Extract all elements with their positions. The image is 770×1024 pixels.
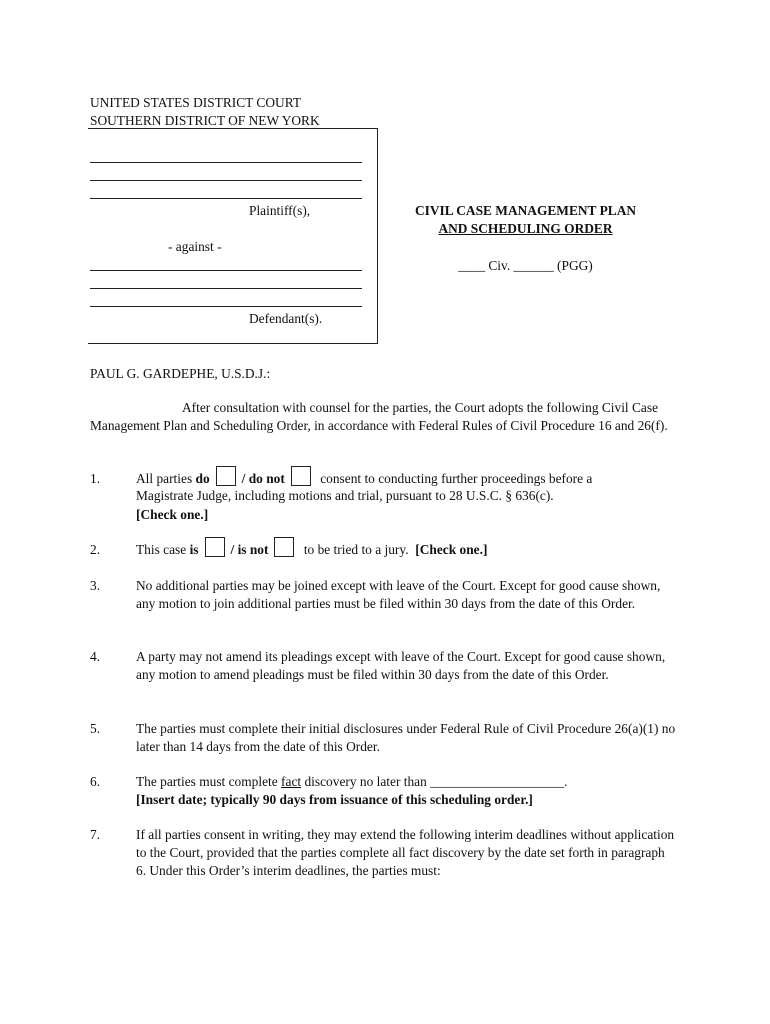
item-number: 4. [90, 649, 101, 664]
defendant-label: Defendant(s). [249, 311, 323, 326]
item-2-pre: This case [136, 542, 187, 557]
item-6-instruction: [Insert date; typically 90 days from issuance of this scheduling order.] [136, 792, 533, 807]
item-5-text: The parties must complete their initial disclosures under Federal Rule of Civil Procedure 26(a)(1) no later than 14 days from the date of this Order. [136, 721, 676, 754]
option-do-label: do [195, 471, 210, 486]
item-1-post: consent to conducting further proceedings before a [320, 471, 593, 486]
item-number: 7. [90, 827, 101, 842]
against-label: - against - [168, 239, 222, 254]
item-1 [136, 466, 676, 489]
item-2-post: to be tried to a jury. [303, 542, 409, 557]
item-2 [136, 537, 676, 560]
caption-box [88, 128, 378, 344]
is-jury-checkbox[interactable] [205, 537, 225, 557]
is-not-jury-checkbox[interactable] [274, 537, 294, 557]
item-number: 1. [90, 471, 101, 486]
item-number: 6. [90, 774, 101, 789]
item-1-line2: Magistrate Judge, including motions and trial, pursuant to 28 U.S.C. § 636(c). [136, 488, 554, 503]
judge-name: PAUL G. GARDEPHE, U.S.D.J.: [90, 366, 271, 381]
defendant-blank-line[interactable] [90, 270, 362, 271]
option-is-label: is [189, 542, 199, 557]
item-6-fact: fact [281, 774, 302, 789]
option-do-not-label: / do not [241, 471, 285, 486]
item-1-instruction: [Check one.] [136, 507, 209, 522]
plaintiff-blank-line[interactable] [90, 180, 362, 181]
document-title: CIVIL CASE MANAGEMENT PLAN [414, 203, 637, 218]
court-district: SOUTHERN DISTRICT OF NEW YORK [90, 113, 320, 128]
document-subtitle: AND SCHEDULING ORDER [438, 221, 613, 236]
option-is-not-label: / is not [230, 542, 269, 557]
item-6-post: discovery no later than ____________________. [304, 774, 568, 789]
case-number: ____ Civ. ______ (PGG) [458, 258, 593, 273]
court-name: UNITED STATES DISTRICT COURT [90, 95, 302, 110]
item-2-instruction: [Check one.] [415, 542, 488, 557]
item-1-pre: All parties [136, 471, 193, 486]
plaintiff-blank-line[interactable] [90, 198, 362, 199]
item-number: 5. [90, 721, 101, 736]
item-4-text: A party may not amend its pleadings except with leave of the Court. Except for good cause shown, any motion to amend pleadings must be filed within 30 days from the date of this Order. [136, 649, 666, 682]
item-number: 2. [90, 542, 101, 557]
item-3-text: No additional parties may be joined except with leave of the Court. Except for good cause shown, any motion to join additional parties must be filed within 30 days from the date of this Order. [136, 578, 661, 611]
plaintiff-blank-line[interactable] [90, 162, 362, 163]
item-7-text: If all parties consent in writing, they may extend the following interim deadlines without application to the Court, provided that the parties complete all fact discovery by the date set forth in paragraph 6. Under this Order’s interim deadlines, the parties must: [136, 827, 675, 878]
intro-paragraph: After consultation with counsel for the parties, the Court adopts the following Civil Case Management Plan and Scheduling Order, in accordance with Federal Rules of Civil Procedure 16 and 26(f). [90, 400, 668, 433]
do-consent-checkbox[interactable] [216, 466, 236, 486]
item-6 [136, 773, 676, 791]
item-number: 3. [90, 578, 101, 593]
defendant-blank-line[interactable] [90, 288, 362, 289]
do-not-consent-checkbox[interactable] [291, 466, 311, 486]
defendant-blank-line[interactable] [90, 306, 362, 307]
item-6-pre: The parties must complete [136, 774, 278, 789]
plaintiff-label: Plaintiff(s), [249, 203, 311, 218]
